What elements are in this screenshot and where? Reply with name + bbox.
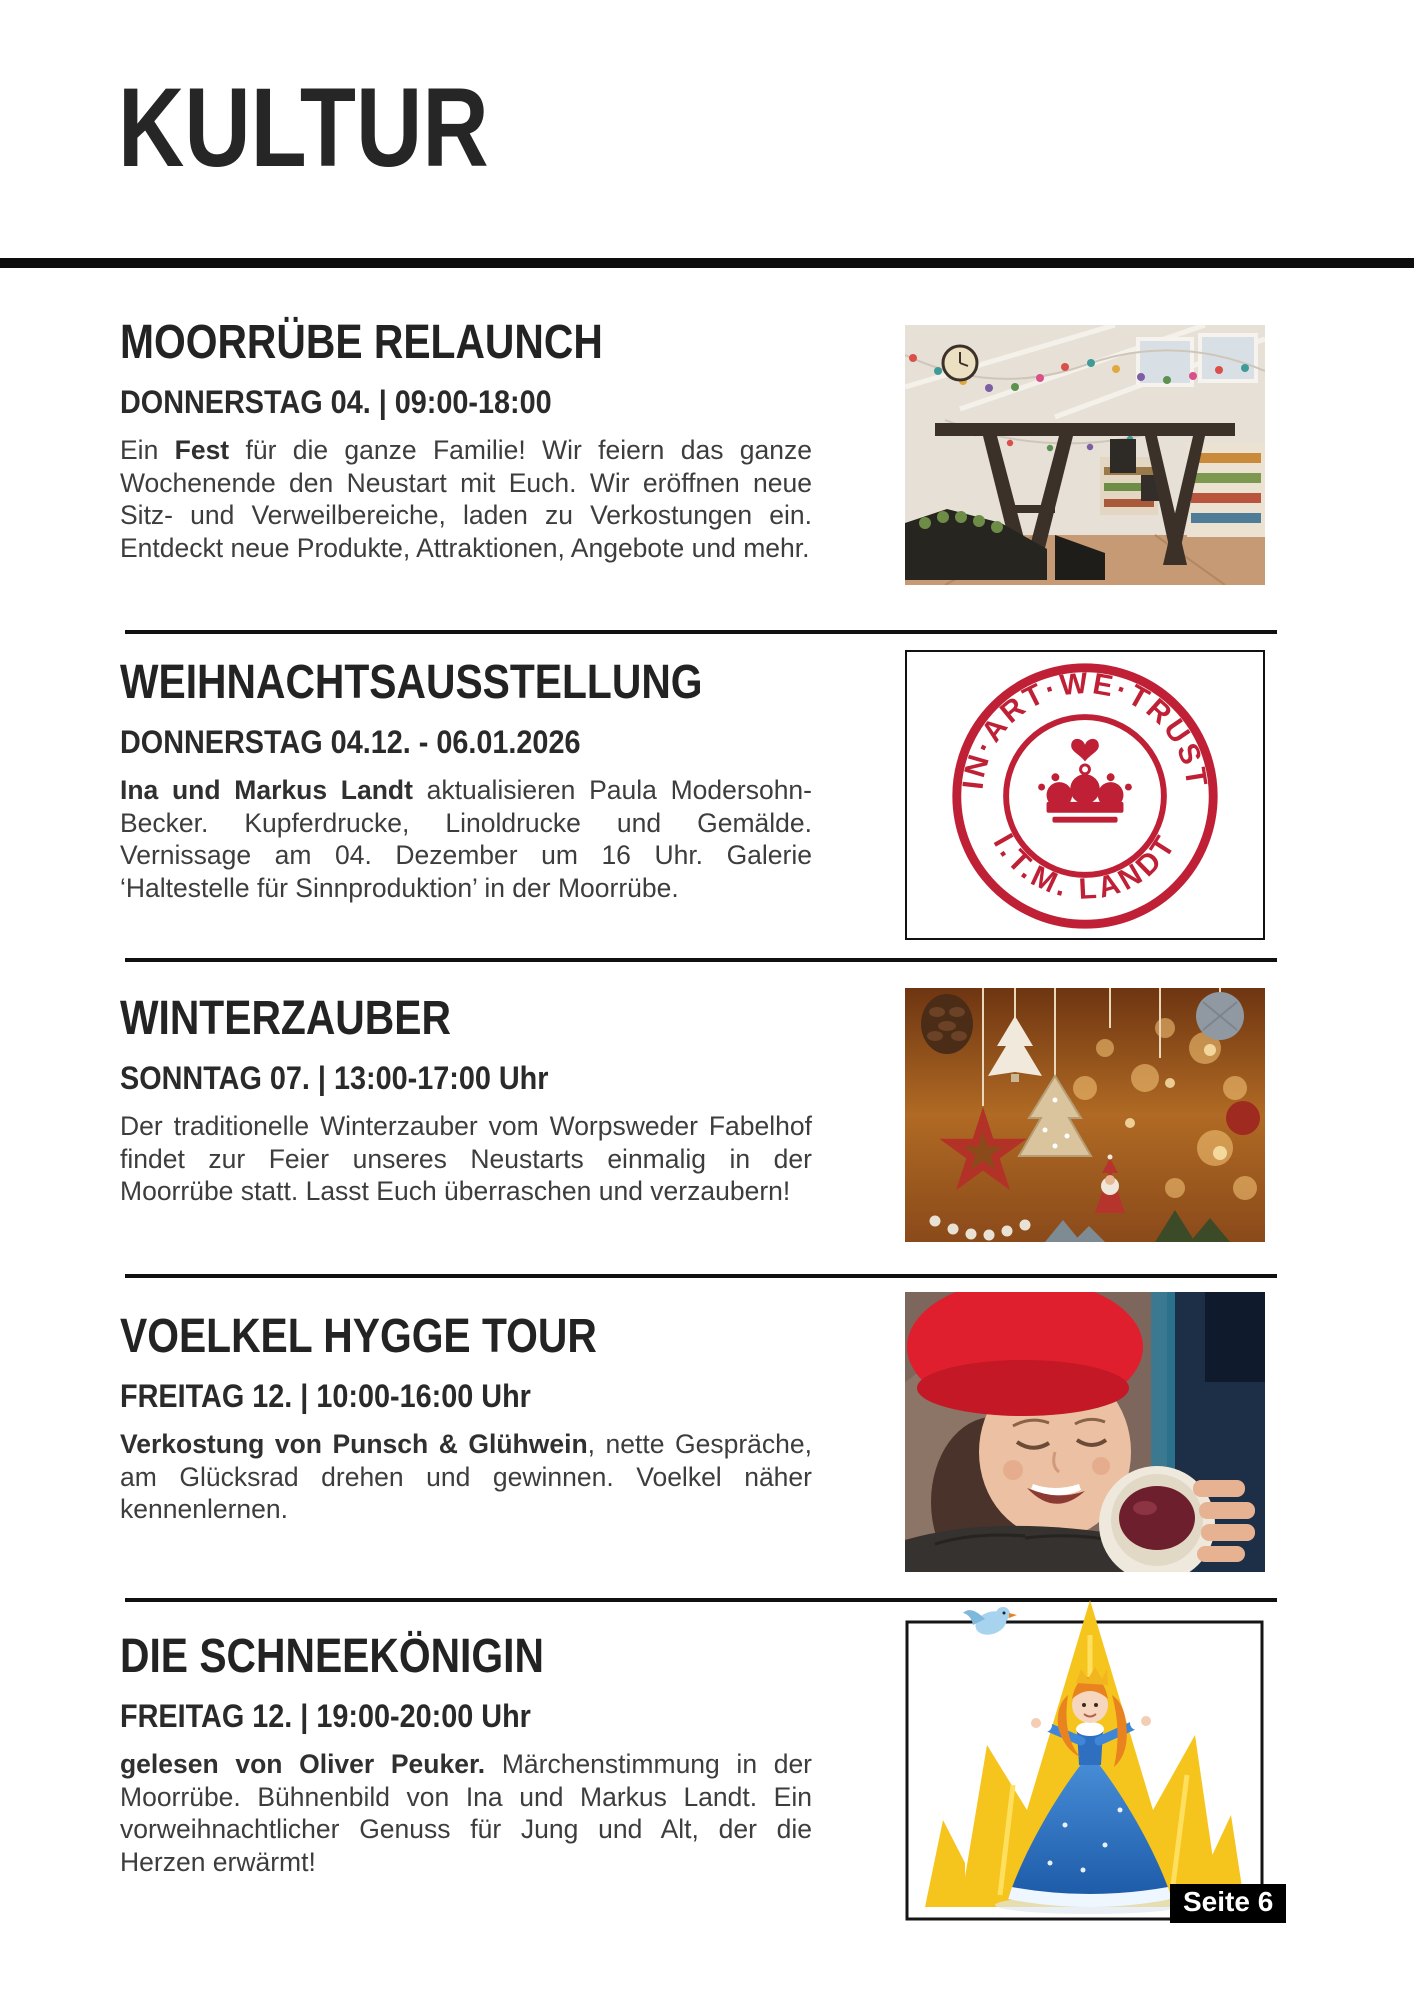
body-text: Märchenstimmung in der Moorrübe. Bühnenbild von Ina und Markus Landt. Ein vorweihnachtlicher Genuss für Jung und Alt, der die Herzen erwärmt! [120, 1749, 813, 1877]
snow-queen-art [905, 1595, 1265, 1922]
section-title: MOORRÜBE RELAUNCH [120, 316, 603, 369]
section-body [120, 1748, 812, 1878]
section-divider [125, 630, 1277, 634]
scarf [905, 1526, 1130, 1572]
stamp-bottom-text: I.T.M. LANDT [986, 827, 1184, 906]
christmas-ornaments-photo [905, 988, 1265, 1242]
body-bold: Ina und Markus Landt [120, 775, 413, 806]
section-title: VOELKEL HYGGE TOUR [120, 1310, 597, 1363]
svg-text:I.T.M. LANDT [987, 828, 1184, 906]
section-die-schneekoenigin [120, 1632, 812, 1878]
body-text: aktualisieren Paula Modersohn-Becker. Kupferdrucke, Linoldrucke und Gemälde. Vernissage am 04. Dezember um 16 Uhr. Galerie ‘Haltestelle für Sinnproduktion’ in der Moorrübe. [120, 775, 812, 903]
ornaments-illustration [905, 988, 1265, 1242]
hygge-illustration [905, 1292, 1265, 1572]
body-text: , nette Gespräche, am Glücksrad drehen und gewinnen. Voelkel näher kennenlernen. [120, 1429, 812, 1525]
stamp-top-text: IN·ART·WE·TRUST [956, 666, 1214, 792]
section-datetime: FREITAG 12. | 10:00-16:00 Uhr [120, 1378, 531, 1415]
section-weihnachtsausstellung [120, 658, 812, 904]
section-winterzauber [120, 994, 812, 1208]
hygge-punch-photo [905, 1292, 1265, 1572]
section-moorruebe-relaunch [120, 318, 812, 564]
section-body [120, 1110, 812, 1208]
section-title: WINTERZAUBER [120, 992, 451, 1045]
section-divider [125, 1274, 1277, 1278]
body-text: Der traditionelle Winterzauber vom Worpsweder Fabelhof findet zur Feier unseres Neustarts einmalig in der Moorrübe statt. Lasst Euch überraschen und verzaubern! [120, 1111, 812, 1207]
gluehwein [1119, 1486, 1195, 1550]
section-body [120, 434, 812, 564]
section-datetime: SONNTAG 07. | 13:00-17:00 Uhr [120, 1060, 549, 1097]
header-rule [0, 258, 1414, 268]
section-datetime: DONNERSTAG 04.12. - 06.01.2026 [120, 724, 581, 761]
page-number-badge: Seite 6 [1170, 1884, 1286, 1923]
store-interior-illustration [905, 325, 1265, 585]
itm-landt-stamp [905, 650, 1265, 940]
section-title: WEIHNACHTSAUSSTELLUNG [120, 656, 703, 709]
body-bold: Verkostung von Punsch & Glühwein [120, 1429, 588, 1460]
section-body [120, 774, 812, 904]
body-text: für die ganze Familie! Wir feiern das ganze Wochenende den Neustart mit Euch. Wir eröffnen neue Sitz- und Verweilbereiche, laden zu Verkostungen ein. Entdeckt neue Produkte, Attraktionen, Angebote und mehr. [120, 435, 812, 563]
body-bold: gelesen von Oliver Peuker. [120, 1749, 486, 1780]
section-datetime: FREITAG 12. | 19:00-20:00 Uhr [120, 1698, 531, 1735]
section-voelkel-hygge-tour [120, 1312, 812, 1526]
pinecone [921, 994, 973, 1054]
page-title: KULTUR [118, 65, 489, 190]
store-interior-photo [905, 325, 1265, 585]
snow-queen-illustration [905, 1595, 1265, 1922]
section-body [120, 1428, 812, 1526]
body-bold: Fest [174, 435, 230, 466]
section-divider [125, 958, 1277, 962]
section-title: DIE SCHNEEKÖNIGIN [120, 1630, 544, 1683]
section-datetime: DONNERSTAG 04. | 09:00-18:00 [120, 384, 552, 421]
body-text: Ein [120, 435, 175, 466]
stamp-illustration [907, 652, 1263, 938]
stamp-crown [1038, 739, 1132, 823]
